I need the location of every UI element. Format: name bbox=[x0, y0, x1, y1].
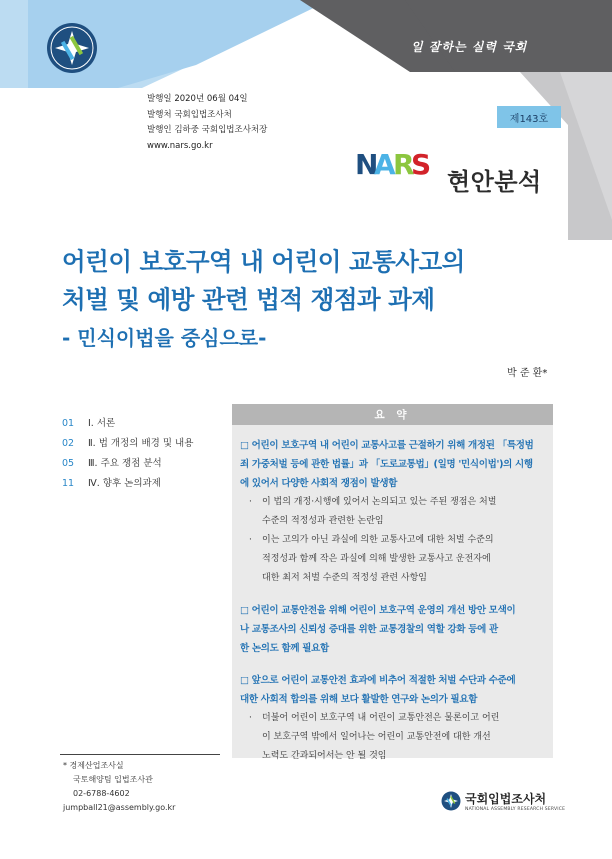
toc-page: 05 bbox=[62, 458, 75, 469]
svg-text:A: A bbox=[374, 148, 394, 180]
footnote-email[interactable]: jumpball21@assembly.go.kr bbox=[63, 803, 176, 812]
summary-point: 나 교통조사의 신뢰성 증대를 위한 교통경찰의 역할 강화 등에 관 bbox=[240, 624, 498, 635]
publication-info bbox=[147, 92, 267, 154]
title-line-2: 처벌 및 예방 관련 법적 쟁점과 과제 bbox=[62, 285, 435, 314]
toc-label: Ⅱ. 법 개정의 배경 및 내용 bbox=[88, 438, 194, 449]
toc-label: Ⅰ. 서론 bbox=[88, 418, 116, 429]
footnote-position: 국토해양팀 입법조사관 bbox=[73, 775, 153, 784]
author-footnote bbox=[63, 759, 175, 815]
summary-point: 에 있어서 다양한 사회적 쟁점이 발생함 bbox=[240, 478, 398, 489]
issuer: 발행인 김하중 국회입법조사처장 bbox=[147, 125, 268, 135]
nars-emblem-small-icon bbox=[441, 791, 461, 811]
bullet-dot-icon: · bbox=[249, 497, 252, 507]
publication-date: 발행일 2020년 06월 04일 bbox=[147, 94, 248, 104]
toc-page: 02 bbox=[62, 438, 75, 449]
footnote-divider bbox=[60, 754, 220, 755]
summary-point: □ 앞으로 어린이 교통안전 효과에 비추어 적절한 처벌 수단과 수준에 bbox=[240, 675, 516, 686]
footnote-phone: 02-6788-4602 bbox=[73, 789, 130, 798]
toc-label: Ⅲ. 주요 쟁점 분석 bbox=[88, 458, 162, 469]
slogan: 일 잘하는 실력 국회 bbox=[411, 40, 528, 54]
summary-section bbox=[240, 601, 545, 658]
issue-number-badge: 제143호 bbox=[497, 106, 561, 128]
website-link[interactable]: www.nars.go.kr bbox=[147, 140, 213, 151]
summary-bullet: · 이는 고의가 아닌 과실에 의한 교통사고에 대한 처벌 수준의 적정성과 함께 작은 과실에 의해 발생한 교통사고 운전자에 대한 최저 처벌 수준의 적정성 관련 사항임 bbox=[240, 531, 545, 588]
author: 박 준 환* bbox=[507, 368, 548, 379]
summary-bullet: · 이 법의 개정·시행에 있어서 논의되고 있는 주된 쟁점은 처벌 수준의 적정성과 관련한 논란임 bbox=[240, 493, 545, 531]
publisher: 발행처 국회입법조사처 bbox=[147, 109, 232, 120]
report-subtitle: - 민식이법을 중심으로- bbox=[62, 326, 267, 350]
summary-header: 요 약 bbox=[232, 404, 553, 425]
summary-point: 한 논의도 함께 필요함 bbox=[240, 643, 329, 654]
summary-point: □ 어린이 교통안전을 위해 어린이 보호구역 운영의 개선 방안 모색이 bbox=[240, 605, 516, 616]
toc-label: Ⅳ. 향후 논의과제 bbox=[88, 478, 161, 489]
toc-item[interactable] bbox=[62, 474, 193, 494]
report-type: 현안분석 bbox=[447, 168, 542, 196]
toc-item[interactable] bbox=[62, 434, 193, 454]
report-title bbox=[62, 243, 582, 319]
summary-section bbox=[240, 671, 545, 766]
summary-section bbox=[240, 436, 545, 588]
summary-bullet: · 더불어 어린이 보호구역 내 어린이 교통안전은 물론이고 어린 이 보호구역 밖에서 일어나는 어린이 교통안전에 대한 개선 노력도 간과되어서는 안 될 것임 bbox=[240, 709, 545, 766]
toc-page: 11 bbox=[62, 478, 75, 489]
svg-text:S: S bbox=[411, 148, 430, 180]
summary-point: 대한 사회적 합의를 위해 보다 활발한 연구와 논의가 필요함 bbox=[240, 694, 478, 705]
toc-item[interactable] bbox=[62, 454, 193, 474]
summary-point: □ 어린이 보호구역 내 어린이 교통사고를 근절하기 위해 개정된 「특정범 bbox=[240, 440, 534, 451]
svg-text:N: N bbox=[355, 148, 377, 180]
bullet-dot-icon: · bbox=[249, 713, 252, 723]
summary-body bbox=[232, 425, 553, 766]
footer-org-name-en: NATIONAL ASSEMBLY RESEARCH SERVICE bbox=[465, 807, 566, 812]
summary-point: 죄 가중처벌 등에 관한 법률」과 「도로교통법」(일명 '민식이법')의 시행 bbox=[240, 459, 533, 470]
toc-page: 01 bbox=[62, 418, 75, 429]
summary-box bbox=[232, 404, 553, 761]
toc-item[interactable] bbox=[62, 414, 193, 434]
table-of-contents bbox=[62, 414, 193, 494]
footnote-department: * 경제산업조사실 bbox=[63, 761, 124, 770]
title-line-1: 어린이 보호구역 내 어린이 교통사고의 bbox=[62, 247, 465, 276]
bullet-dot-icon: · bbox=[249, 535, 252, 545]
svg-text:R: R bbox=[393, 148, 413, 180]
nars-emblem-icon bbox=[46, 22, 98, 74]
footer-org-logo bbox=[441, 790, 565, 812]
nars-wordmark-logo bbox=[355, 146, 435, 180]
footer-org-name-ko: 국회입법조사처 bbox=[465, 792, 547, 806]
